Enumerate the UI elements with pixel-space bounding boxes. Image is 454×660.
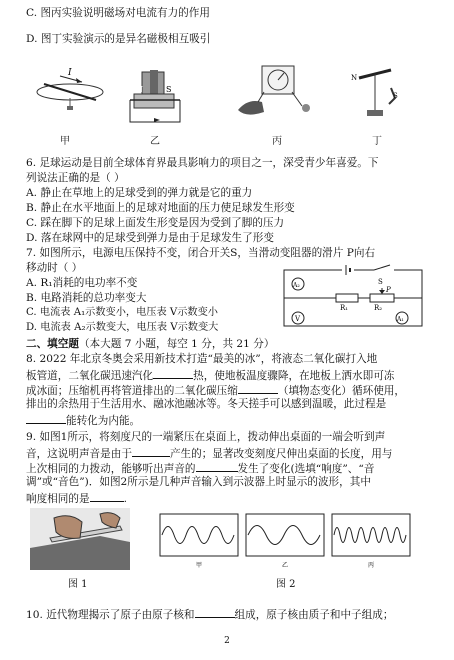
circuit-diagram (278, 262, 428, 334)
q7-option-d: D. 电流表 A₂示数变大，电压表 V示数变大 (26, 322, 219, 333)
section-heading (26, 337, 274, 351)
n-pole-label: N (136, 85, 143, 94)
q7-option-b: B. 电路消耗的总功率变大 (26, 292, 147, 304)
q6-option-c: C. 踩在脚下的足球上面发生形变是因为受到了脚的压力 (26, 217, 285, 229)
section-title: 二、填空题 (26, 338, 79, 350)
figure-bing (228, 62, 323, 132)
q6-option-b: B. 静止在水平地面上的足球对地面的压力使足球发生形变 (26, 202, 295, 214)
ding-n-label: N (351, 74, 358, 82)
s-pole-label: S (166, 85, 172, 94)
q6-option-a: A. 静止在草地上的足球受到的弹力就是它的重力 (26, 187, 253, 199)
current-label: I (68, 68, 72, 78)
q8-line1: 8. 2022 年北京冬奥会采用新技术打造“最美的冰”，将液态二氧化碳打入地 (26, 353, 378, 365)
q6-option-d: D. 落在球网中的足球受到弹力是由于足球发生了形变 (26, 232, 274, 244)
q9-line4: 调”或“音色”)．如图2所示是几种声音输入到示波器上时显示的波形，其中 (26, 476, 371, 488)
section-note: （本大题 7 小题，每空 1 分，共 21 分） (78, 338, 275, 350)
q9-line3: 上次相同的力拨动，能够听出声音的 发生了变化(选填“响度”、“音 (26, 460, 374, 476)
wave-label-bing: 丙 (368, 562, 375, 569)
q9-line1: 9. 如图1所示，将刻度尺的一端紧压在桌面上，拨动伸出桌面的一端会听到声 (26, 431, 386, 443)
q8-blank-2[interactable] (238, 382, 278, 394)
figure-caption-ding: 丁 (372, 136, 382, 147)
ammeter-a2-label: A₂ (293, 282, 300, 289)
q6-stem-line2: 列说法正确的是（ ） (26, 172, 125, 184)
q9-blank-2[interactable] (196, 460, 238, 472)
figure-caption-bing: 丙 (272, 136, 282, 147)
figure-yi (120, 60, 190, 132)
figure-caption-yi: 乙 (150, 136, 160, 147)
page-number: 2 (224, 636, 230, 646)
figure-2-waveforms (158, 512, 414, 572)
q7-option-c: C. 电流表 A₁示数变小，电压表 V示数变小 (26, 307, 218, 318)
wave-label-jia: 甲 (196, 562, 203, 569)
r1-label: R₁ (340, 304, 349, 312)
ding-s-label: S (393, 92, 398, 100)
r2-label: R₂ (374, 304, 383, 312)
q10-line: 10. 近代物理揭示了原子由原子核和 组成，原子核由质子和中子组成； (26, 606, 393, 622)
q7-stem-line2: 移动时（ ） (26, 262, 83, 274)
ammeter-a1-label: A₁ (397, 316, 404, 323)
q6-stem-line1: 6. 足球运动是目前全球体育界最具影响力的项目之一，深受青少年喜爱。下 (26, 157, 379, 169)
wave-label-yi: 乙 (282, 562, 289, 569)
q8-blank-1[interactable] (153, 367, 193, 379)
q10-blank-1[interactable] (195, 606, 235, 618)
figure-2-caption: 图 2 (276, 579, 296, 590)
q5-option-d: D. 图丁实验演示的是异名磁极相互吸引 (26, 33, 211, 45)
q8-blank-3[interactable] (26, 412, 66, 424)
figure-jia (30, 62, 105, 132)
voltmeter-v-label: V (295, 315, 301, 323)
figure-caption-jia: 甲 (60, 136, 70, 147)
switch-label: S (378, 278, 383, 286)
q9-line2: 音，这说明声音是由于 产生的；显著改变刻度尺伸出桌面的长度，用与 (26, 445, 392, 461)
q9-blank-3[interactable] (90, 490, 124, 502)
q8-line5: 能转化为内能。 (26, 412, 140, 428)
q7-option-a: A. R₁消耗的电功率不变 (26, 277, 138, 289)
q8-line2: 板管道，二氧化碳迅速汽化 热，使地板温度骤降，在地板上洒水即可冻 (26, 367, 394, 383)
q9-line5: 响度相同的是 . (26, 490, 127, 506)
q9-blank-1[interactable] (132, 445, 170, 457)
slider-p-label: P (386, 286, 391, 294)
figure-1-ruler (30, 508, 130, 570)
q5-option-c: C. 图丙实验说明磁场对电流有力的作用 (26, 7, 210, 19)
figure-ding (345, 58, 405, 132)
figure-1-caption: 图 1 (68, 579, 88, 590)
q8-line3: 成冰面；压缩机再将管道排出的二氧化碳压缩 （填物态变化）循环使用， (26, 382, 405, 398)
q7-stem-line1: 7. 如图所示，电源电压保持不变，闭合开关S，当滑动变阻器的滑片 P向右 (26, 247, 376, 259)
q8-line4: 排出的余热用于生活用水、融冰池融冰等。冬天搓手可以感到温暖，此过程是 (26, 398, 387, 410)
